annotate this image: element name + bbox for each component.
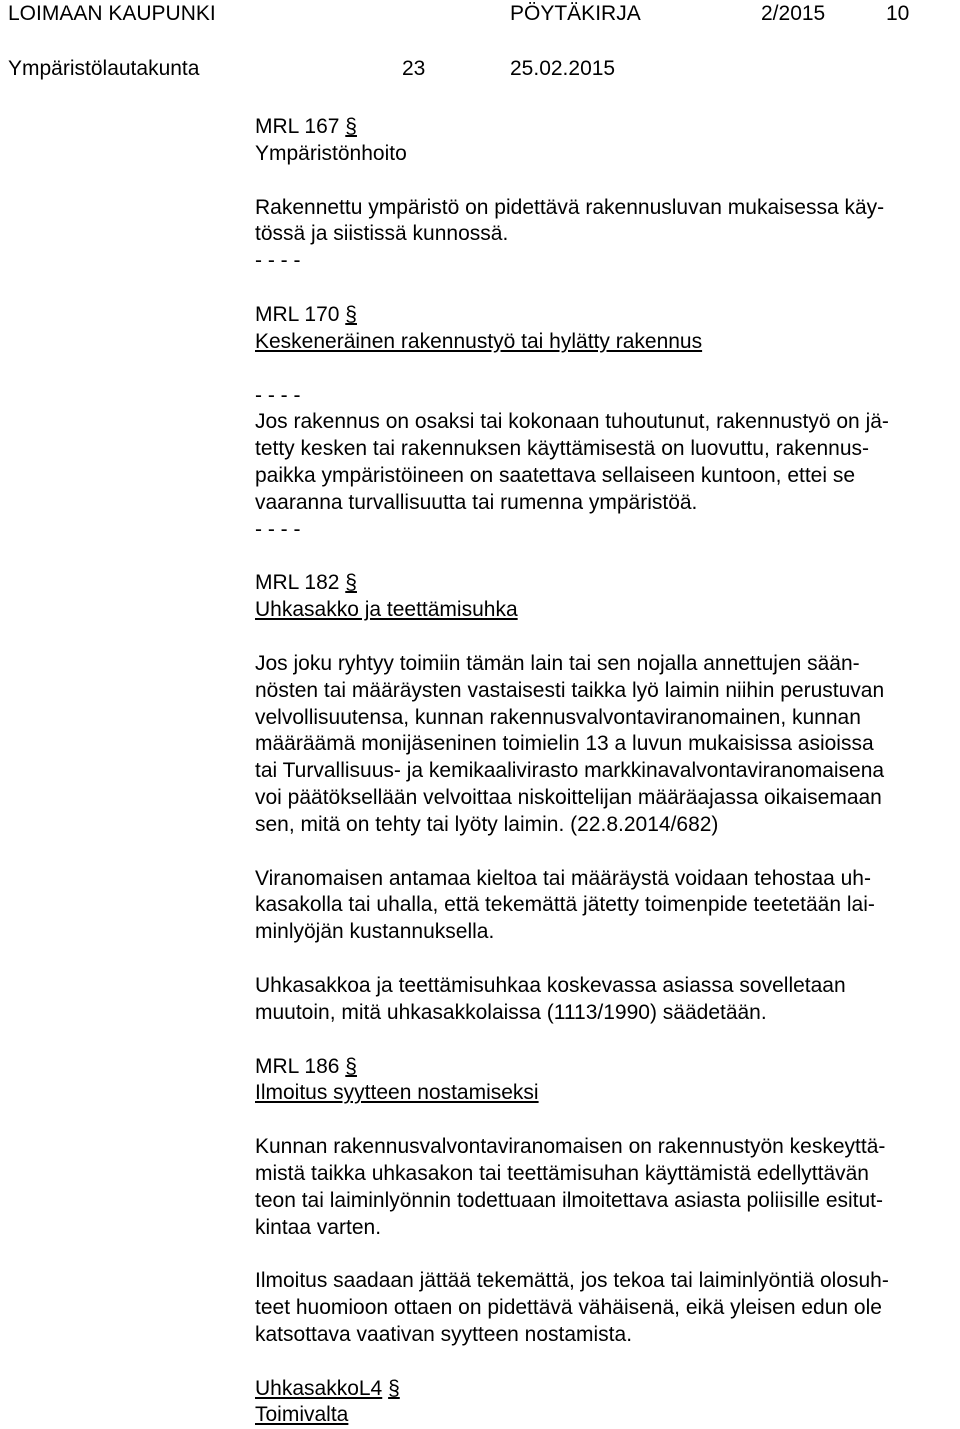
paragraph-line: Kunnan rakennusvalvontaviranomaisen on rakennustyön keskeyttä- xyxy=(255,1135,886,1159)
paragraph-line: paikka ympäristöineen on saatettava sellaiseen kuntoon, ettei se xyxy=(255,463,856,487)
paragraph-line: Jos joku ryhtyy toimiin tämän lain tai sen nojalla annettujen sään- xyxy=(255,651,860,675)
header-row-2 xyxy=(8,56,958,82)
paragraph-line: määräämä monijäseninen toimielin 13 a luvun mukaisissa asioissa xyxy=(255,732,874,756)
paragraph-line: tetty kesken tai rakennuksen käyttämisestä on luovuttu, rakennus- xyxy=(255,437,869,461)
section-heading: MRL 167 § xyxy=(255,114,955,141)
paragraph-line: katsottava vaativan syytteen nostamista. xyxy=(255,1322,633,1346)
paragraph-line: teon tai laiminlyönnin todettuaan ilmoitettava asiasta poliisille esitut- xyxy=(255,1188,884,1212)
section-heading: MRL 170 § xyxy=(255,302,955,329)
paragraph-line: kintaa varten. xyxy=(255,1215,382,1239)
paragraph-line: tai Turvallisuus- ja kemikaalivirasto markkinavalvontaviranomaisena xyxy=(255,759,885,783)
section-sign: § xyxy=(345,302,357,326)
paragraph-line: tössä ja siistissä kunnossä. xyxy=(255,222,509,246)
section-sign: § xyxy=(345,1054,357,1078)
paragraph-line: minlyöjän kustannuksella. xyxy=(255,920,495,944)
section-title: Keskeneräinen rakennustyö tai hylätty rakennus xyxy=(255,329,703,353)
paragraph-line: sen, mitä on tehty tai lyöty laimin. (22.8.2014/682) xyxy=(255,812,719,836)
paragraph-line: kasakolla tai uhalla, että tekemättä jätetty toimenpide teetetään lai- xyxy=(255,893,875,917)
paragraph-line: vaaranna turvallisuutta tai rumenna ympäristöä. xyxy=(255,490,698,514)
paragraph-line: Viranomaisen antamaa kieltoa tai määräystä voidaan tehostaa uh- xyxy=(255,866,871,890)
paragraph-line: nösten tai määräysten vastaisesti taikka lyö laimin niihin perustuvan xyxy=(255,678,885,702)
section-title: Ympäristönhoito xyxy=(255,141,407,165)
section-number: 23 xyxy=(402,57,426,80)
section-sign: § xyxy=(345,115,357,138)
section-heading: UhkasakkoL4 § xyxy=(255,1376,955,1403)
paragraph-line: mistä taikka uhkasakon tai teettämisuhan käyttämistä edellyttävän xyxy=(255,1161,869,1185)
doc-type: PÖYTÄKIRJA xyxy=(510,2,641,25)
section-title: Toimivalta xyxy=(255,1403,349,1427)
section-sign: § xyxy=(345,571,357,595)
header-row-1 xyxy=(8,1,958,27)
paragraph-line: Jos rakennus on osaksi tai kokonaan tuhoutunut, rakennustyö on jä- xyxy=(255,410,889,434)
section-title: Ilmoitus syytteen nostamiseksi xyxy=(255,1081,539,1105)
paragraph-line: velvollisuutensa, kunnan rakennusvalvontaviranomainen, kunnan xyxy=(255,705,861,729)
section-heading: MRL 182 § xyxy=(255,570,955,597)
separator: - - - - xyxy=(255,517,301,541)
paragraph-line: muutoin, mitä uhkasakkolaissa (1113/1990) säädetään. xyxy=(255,1000,767,1024)
separator: - - - - xyxy=(255,249,301,273)
section-title: Uhkasakko ja teettämisuhka xyxy=(255,598,518,622)
meeting-date: 25.02.2015 xyxy=(510,57,616,80)
doc-number: 2/2015 xyxy=(761,2,826,25)
paragraph-line: Uhkasakkoa ja teettämisuhkaa koskevassa asiassa sovelletaan xyxy=(255,973,846,997)
committee-name: Ympäristölautakunta xyxy=(8,57,200,80)
page-number: 10 xyxy=(886,2,910,25)
section-sign: § xyxy=(388,1376,400,1400)
paragraph-line: Rakennettu ympäristö on pidettävä rakennusluvan mukaisessa käy- xyxy=(255,195,885,219)
paragraph-line: Ilmoitus saadaan jättää tekemättä, jos tekoa tai laiminlyöntiä olosuh- xyxy=(255,1269,889,1293)
document-body xyxy=(255,114,955,1429)
org-name: LOIMAAN KAUPUNKI xyxy=(8,2,216,25)
paragraph-line: teet huomioon ottaen on pidettävä vähäisenä, eikä yleisen edun ole xyxy=(255,1296,882,1320)
section-heading: MRL 186 § xyxy=(255,1054,955,1081)
paragraph-line: voi päätöksellään velvoittaa niskoittelijan määräajassa oikaisemaan xyxy=(255,785,882,809)
separator: - - - - xyxy=(255,383,301,407)
